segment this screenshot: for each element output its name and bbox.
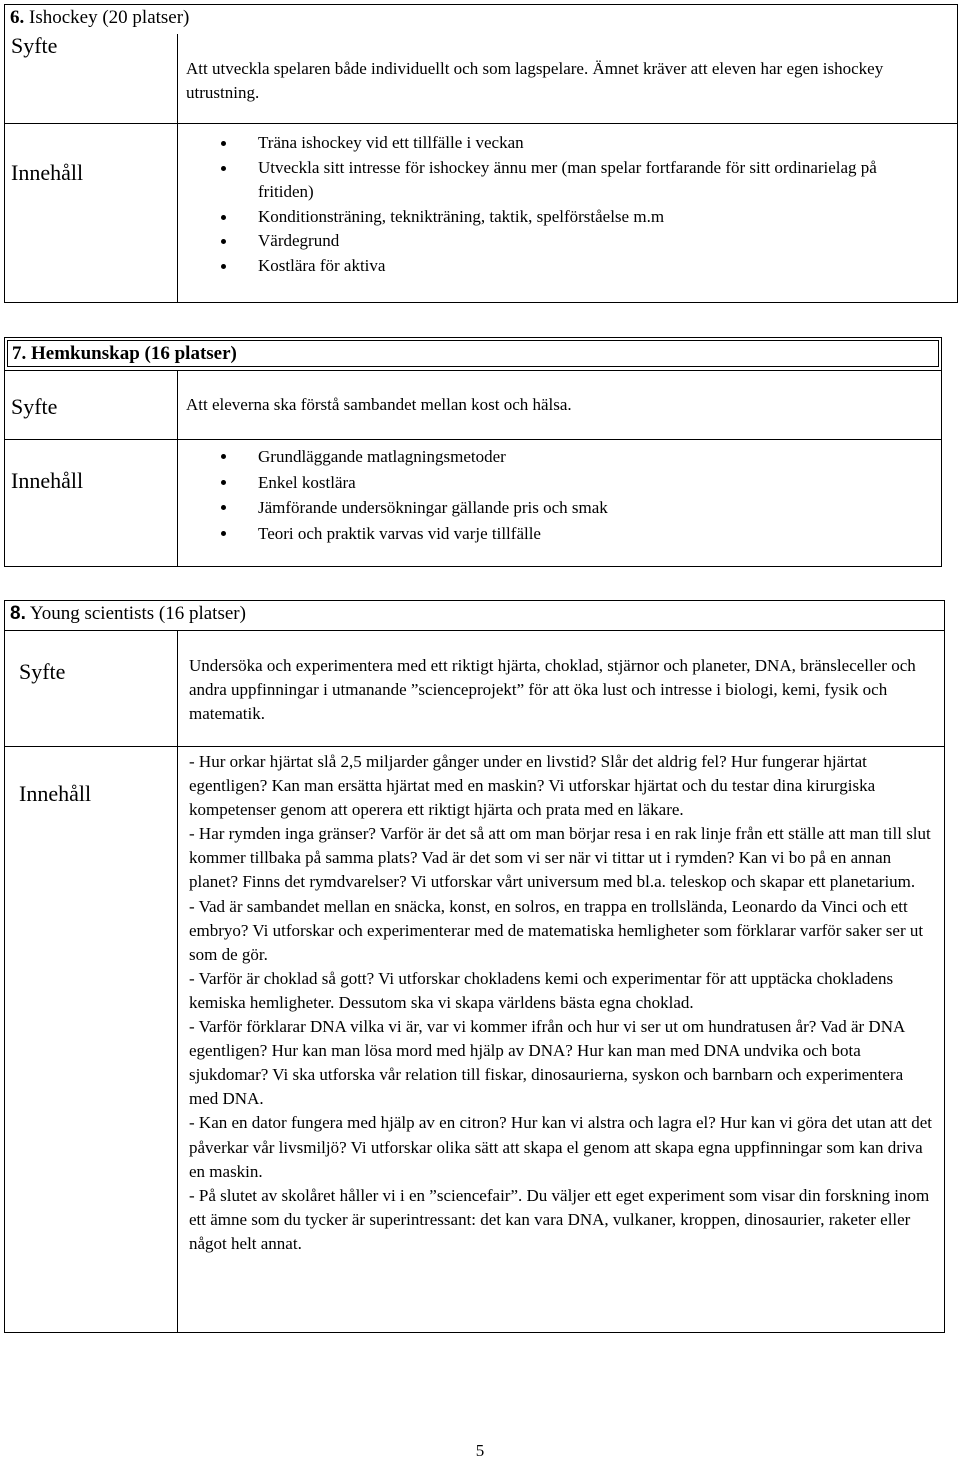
section-7-title: 7. Hemkunskap (16 platser) (12, 343, 237, 364)
list-item: Konditionsträning, teknikträning, taktik, spelförståelse m.m (214, 205, 904, 230)
section-7-divider-vertical (177, 370, 178, 567)
section-6-row-divider (4, 123, 958, 124)
content-paragraph: - Varför är choklad så gott? Vi utforskar chokladens kemi och experimentar för att upptäcka chokladens kemiska hemligheter. Dessutom ska vi skapa världens bästa egna choklad. (189, 968, 894, 1012)
section-6-syfte-label: Syfte (11, 33, 58, 58)
section-8-syfte-label: Syfte (19, 659, 66, 684)
section-8-title (10, 603, 246, 625)
list-item: Träna ishockey vid ett tillfälle i veckan (214, 131, 904, 156)
section-7-content-list (214, 444, 904, 546)
section-8-content (189, 750, 934, 1256)
section-7-row-divider (4, 439, 942, 440)
section-6-innehall-label: Innehåll (11, 160, 84, 185)
section-8-title-divider (4, 630, 945, 631)
section-8-row-divider (4, 746, 945, 747)
section-8-syfte-text: Undersöka och experimentera med ett riktigt hjärta, choklad, stjärnor och planeter, DNA, bränsleceller och andra uppfinningar i utmanande ”scienceprojekt” för att öka lust och intresse i biologi, kemi, fysik och matematik. (189, 656, 916, 723)
section-8-divider-vertical (177, 630, 178, 1333)
list-item: Enkel kostlära (214, 470, 904, 496)
section-8-title-text: Young scientists (16 platser) (29, 603, 246, 624)
section-7-title-divider (4, 370, 942, 371)
content-paragraph: - Hur orkar hjärtat slå 2,5 miljarder gånger under en livstid? Slår det aldrig fel? Hur fungerar hjärtat egentligen? Kan man ersätta hjärtat med en maskin? Vi utforskar hjärtat och du testar dina kirurgiska kompetenser genom att operera ett riktigt hjärta och prata med en läkare. (189, 752, 876, 820)
section-7-syfte-label: Syfte (11, 394, 58, 419)
list-item: Värdegrund (214, 229, 904, 254)
list-item: Kostlära för aktiva (214, 254, 904, 279)
content-paragraph: - Varför förklarar DNA vilka vi är, var vi kommer ifrån och hur vi ser ut om hundratusen år? Vad är DNA egentligen? Hur kan man lösa mord med hjälp av DNA? Hur kan man med DNA undvika och bota sjukdomar? Vi ska utforska vår relation till fiskar, dinosaurierna, syskon och barnbarn och experimentera med DNA. (189, 1017, 905, 1109)
section-6-content-list (214, 131, 904, 278)
section-8-innehall-label: Innehåll (19, 781, 92, 806)
section-8-title-number: 8. (10, 603, 26, 624)
list-item: Teori och praktik varvas vid varje tillfälle (214, 521, 904, 547)
content-paragraph: - Kan en dator fungera med hjälp av en citron? Hur kan vi alstra och lagra el? Hur kan vi göra det utan att det påverkar vår livsmiljö? Vi utforskar olika sätt att skapa el genom att skapa egna uppfinningar som kan driva en maskin. (189, 1113, 932, 1181)
section-6-syfte-text: Att utveckla spelaren både individuellt och som lagspelare. Ämnet kräver att eleven har egen ishockey utrustning. (186, 59, 884, 102)
section-7-innehall-label: Innehåll (11, 468, 84, 493)
content-paragraph: - Vad är sambandet mellan en snäcka, konst, en solros, en trappa en trollslända, Leonardo da Vinci och ett embryo? Vi utforskar och experimenterar med de matematiska hemligheter som förklarar varför saker ser ut som de gör. (189, 896, 924, 964)
content-paragraph: - På slutet av skolåret håller vi i en ”sciencefair”. Du väljer ett eget experiment som visar din forskning inom ett ämne som du tycker är superintressant: det kan vara DNA, vulkaner, kroppen, dinosaurier, raketer eller något helt annat. (189, 1185, 930, 1253)
section-7-syfte-text: Att eleverna ska förstå sambandet mellan kost och hälsa. (186, 395, 572, 414)
section-6-title (10, 7, 189, 29)
list-item: Grundläggande matlagningsmetoder (214, 444, 904, 470)
section-6-title-number: 6. (10, 7, 25, 28)
list-item: Jämförande undersökningar gällande pris och smak (214, 495, 904, 521)
section-6-divider-vertical (177, 34, 178, 303)
section-6-title-text: Ishockey (20 platser) (29, 7, 190, 28)
list-item: Utveckla sitt intresse för ishockey ännu mer (man spelar fortfarande för sitt ordinarielag på fritiden) (214, 156, 904, 205)
page-number: 5 (475, 1441, 485, 1460)
content-paragraph: - Har rymden inga gränser? Varför är det så att om man börjar resa i en rak linje från ett ställe att man till slut kommer tillbaka på samma plats? Vad är det som vi ser när vi tittar ut i rymden? Kan vi bo på en annan planet? Finns det rymdvarelser? Vi utforskar vårt universum med bl.a. teleskop och skapar ett planetarium. (189, 824, 931, 892)
